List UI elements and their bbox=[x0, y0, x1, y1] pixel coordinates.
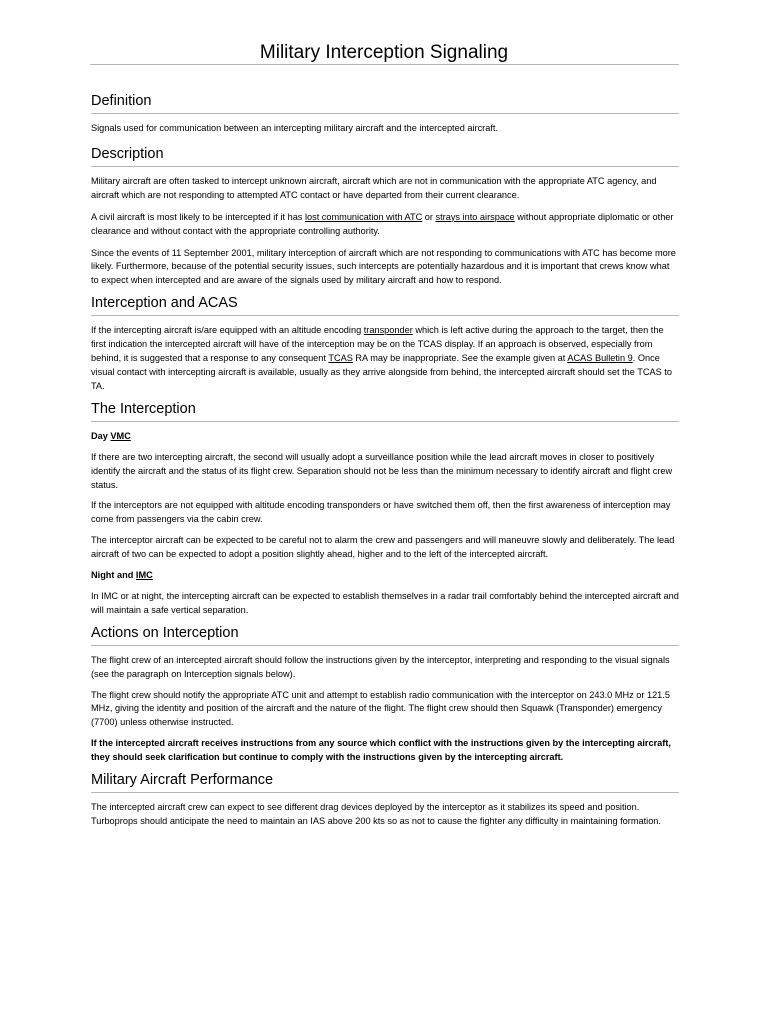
actions-paragraph-3: If the intercepted aircraft receives instructions from any source which conflict with the instructions given by the intercepting aircraft, they should seek clarification but continue to comply with the instructions given by the intercepting aircraft. bbox=[91, 738, 671, 763]
acas-heading: Interception and ACAS bbox=[91, 294, 679, 316]
description-paragraph-3: Since the events of 11 September 2001, military interception of aircraft which are not responding to communications with ATC has become more likely. Furthermore, because of the potential security issues, such intercepts are potentially hazardous and it is important that crews know what to expect when intercepted and are aware of the signals used by military aircraft and how to respond. bbox=[91, 247, 676, 286]
link-vmc[interactable]: VMC bbox=[110, 430, 131, 441]
description-paragraph-1: Military aircraft are often tasked to intercept unknown aircraft, aircraft which are not in communication with the appropriate ATC agency, and aircraft which are not responding to attempted ATC contact or have departed from their current clearance. bbox=[91, 175, 657, 200]
text-run: which is left active during the approach to the target, then the first indication the intercepted aircraft will have of the interception may be on the TCAS display. If an approach is observed, especially from behind, it is suggested that a response to any consequent bbox=[91, 325, 664, 364]
performance-paragraph: The intercepted aircraft crew can expect to see different drag devices deployed by the interceptor as it stabilizes its speed and position. Turboprops should anticipate the need to maintain an IAS above 200 kts so as not to cause the fighter any difficulty in maintaining formation. bbox=[91, 802, 661, 826]
article-body bbox=[91, 92, 679, 829]
actions-heading: Actions on Interception bbox=[91, 624, 679, 646]
day-vmc-subheading bbox=[91, 430, 679, 444]
night-imc-subheading bbox=[91, 569, 679, 583]
text-run: Night and bbox=[91, 570, 136, 581]
link-strays-into-airspace[interactable]: strays into airspace bbox=[435, 211, 515, 222]
interception-paragraph-2: If the interceptors are not equipped with altitude encoding transponders or have switched them off, then the first awareness of interception may come from passengers via the cabin crew. bbox=[91, 500, 671, 525]
text-run: If the intercepting aircraft is/are equipped with an altitude encoding bbox=[91, 325, 364, 336]
text-run: RA may be inappropriate. See the example given at bbox=[352, 353, 568, 364]
link-transponder[interactable]: transponder bbox=[363, 325, 413, 336]
interception-paragraph-3: The interceptor aircraft can be expected to be careful not to alarm the crew and passengers and will maneuvre slowly and deliberately. The lead aircraft of two can be expected to adopt a position slightly ahead, higher and to the left of the intercepted aircraft. bbox=[91, 535, 675, 560]
actions-paragraph-2: The flight crew should notify the appropriate ATC unit and attempt to establish radio communication with the interceptor on 243.0 MHz or 121.5 MHz, giving the identity and position of the aircraft and the nature of the flight. The flight crew should then Squawk (Transponder) emergency (7700) unless otherwise instructed. bbox=[91, 689, 670, 728]
text-run: . Once visual contact with intercepting aircraft is available, usually as they arrive alongside from behind, the intercepted aircraft should set the TCAS to TA. bbox=[91, 353, 672, 391]
link-imc[interactable]: IMC bbox=[135, 570, 153, 581]
page-title: Military Interception Signaling bbox=[259, 42, 509, 63]
acas-paragraph bbox=[91, 324, 679, 394]
text-run: without appropriate diplomatic or other clearance and without contact with the appropriate controlling authority. bbox=[91, 211, 674, 236]
interception-paragraph-4: In IMC or at night, the intercepting aircraft can be expected to establish themselves in a radar trail comfortably behind the intercepted aircraft and will maintain a safe vertical separation. bbox=[91, 590, 679, 615]
link-lost-communication[interactable]: lost communication with ATC bbox=[304, 211, 423, 222]
text-run: or bbox=[422, 211, 436, 222]
description-paragraph-2 bbox=[91, 211, 679, 239]
link-acas-bulletin-9[interactable]: ACAS Bulletin 9 bbox=[567, 353, 633, 364]
link-tcas[interactable]: TCAS bbox=[328, 353, 353, 364]
text-run: Day bbox=[91, 430, 111, 441]
performance-heading: Military Aircraft Performance bbox=[91, 771, 679, 793]
interception-paragraph-1: If there are two intercepting aircraft, the second will usually adopt a surveillance position while the lead aircraft moves in closer to positively identify the aircraft and the status of its flight crew. Separation should not be less than the minimum necessary to identify aircraft and flight crew status. bbox=[91, 451, 673, 490]
description-heading: Description bbox=[91, 145, 679, 167]
definition-heading: Definition bbox=[91, 92, 679, 114]
title-divider bbox=[90, 64, 679, 65]
interception-heading: The Interception bbox=[91, 400, 679, 422]
definition-paragraph: Signals used for communication between an intercepting military aircraft and the intercepted aircraft. bbox=[91, 123, 499, 133]
text-run: A civil aircraft is most likely to be intercepted if it has bbox=[91, 211, 305, 222]
actions-paragraph-1: The flight crew of an intercepted aircraft should follow the instructions given by the interceptor, interpreting and responding to the visual signals (see the paragraph on Interception signals below). bbox=[91, 654, 670, 679]
